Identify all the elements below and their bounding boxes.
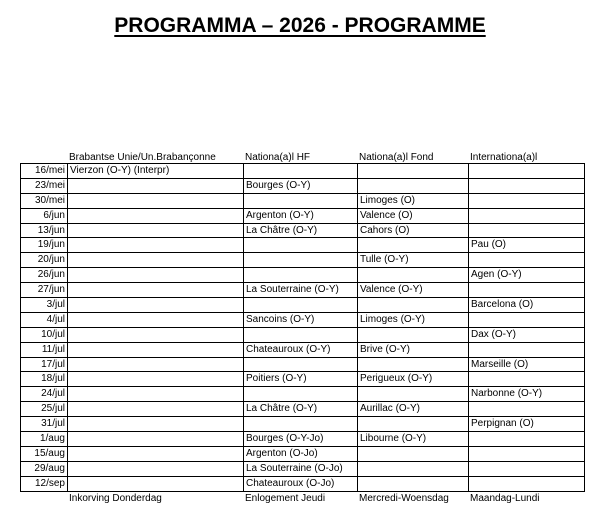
date-cell: 27/jun <box>21 283 68 298</box>
column-header-internationaal: Internationa(a)l <box>470 152 538 163</box>
nationaal-hf-cell <box>244 193 358 208</box>
brabantse-unie-cell <box>68 372 244 387</box>
date-cell: 4/jul <box>21 312 68 327</box>
nationaal-hf-cell <box>244 298 358 313</box>
table-row <box>21 327 585 342</box>
internationaal-cell <box>469 178 585 193</box>
nationaal-hf-cell: Bourges (O-Y) <box>244 178 358 193</box>
date-cell: 23/mei <box>21 178 68 193</box>
table-row <box>21 402 585 417</box>
nationaal-fond-cell <box>358 387 469 402</box>
internationaal-cell: Marseille (O) <box>469 357 585 372</box>
date-cell: 12/sep <box>21 476 68 491</box>
brabantse-unie-cell <box>68 342 244 357</box>
nationaal-fond-cell: Valence (O-Y) <box>358 283 469 298</box>
internationaal-cell <box>469 253 585 268</box>
footer-enlogement-day: Enlogement Jeudi <box>245 493 326 504</box>
nationaal-fond-cell: Limoges (O-Y) <box>358 312 469 327</box>
table-row <box>21 417 585 432</box>
date-cell: 30/mei <box>21 193 68 208</box>
footer-woensdag: Mercredi-Woensdag <box>359 493 449 504</box>
internationaal-cell <box>469 164 585 179</box>
nationaal-fond-cell <box>358 178 469 193</box>
nationaal-fond-cell: Valence (O) <box>358 208 469 223</box>
internationaal-cell <box>469 446 585 461</box>
date-cell: 10/jul <box>21 327 68 342</box>
brabantse-unie-cell <box>68 268 244 283</box>
nationaal-hf-cell <box>244 387 358 402</box>
brabantse-unie-cell <box>68 178 244 193</box>
nationaal-fond-cell: Aurillac (O-Y) <box>358 402 469 417</box>
internationaal-cell: Agen (O-Y) <box>469 268 585 283</box>
nationaal-fond-cell <box>358 327 469 342</box>
table-row <box>21 283 585 298</box>
date-cell: 18/jul <box>21 372 68 387</box>
table-row <box>21 164 585 179</box>
date-cell: 6/jun <box>21 208 68 223</box>
nationaal-hf-cell: La Souterraine (O-Jo) <box>244 461 358 476</box>
nationaal-fond-cell <box>358 268 469 283</box>
brabantse-unie-cell <box>68 223 244 238</box>
nationaal-fond-cell: Brive (O-Y) <box>358 342 469 357</box>
nationaal-hf-cell: Bourges (O-Y-Jo) <box>244 432 358 447</box>
brabantse-unie-cell <box>68 387 244 402</box>
internationaal-cell <box>469 312 585 327</box>
table-row <box>21 446 585 461</box>
internationaal-cell: Narbonne (O-Y) <box>469 387 585 402</box>
nationaal-hf-cell: La Châtre (O-Y) <box>244 223 358 238</box>
table-row <box>21 387 585 402</box>
table-row <box>21 208 585 223</box>
nationaal-fond-cell <box>358 476 469 491</box>
nationaal-hf-cell <box>244 268 358 283</box>
internationaal-cell <box>469 208 585 223</box>
nationaal-fond-cell: Perigueux (O-Y) <box>358 372 469 387</box>
nationaal-fond-cell: Tulle (O-Y) <box>358 253 469 268</box>
brabantse-unie-cell <box>68 357 244 372</box>
internationaal-cell <box>469 193 585 208</box>
date-cell: 24/jul <box>21 387 68 402</box>
internationaal-cell <box>469 372 585 387</box>
brabantse-unie-cell <box>68 298 244 313</box>
date-cell: 13/jun <box>21 223 68 238</box>
internationaal-cell: Barcelona (O) <box>469 298 585 313</box>
program-table <box>20 163 585 492</box>
date-cell: 19/jun <box>21 238 68 253</box>
nationaal-hf-cell <box>244 164 358 179</box>
date-cell: 31/jul <box>21 417 68 432</box>
nationaal-fond-cell <box>358 461 469 476</box>
table-row <box>21 253 585 268</box>
table-row <box>21 268 585 283</box>
date-cell: 1/aug <box>21 432 68 447</box>
internationaal-cell <box>469 461 585 476</box>
footer-basketing-day: Inkorving Donderdag <box>69 493 162 504</box>
brabantse-unie-cell <box>68 432 244 447</box>
internationaal-cell <box>469 476 585 491</box>
column-header-nationaal-hf: Nationa(a)l HF <box>245 152 311 163</box>
nationaal-hf-cell: La Souterraine (O-Y) <box>244 283 358 298</box>
brabantse-unie-cell: Vierzon (O-Y) (Interpr) <box>68 164 244 179</box>
nationaal-hf-cell: Poitiers (O-Y) <box>244 372 358 387</box>
nationaal-hf-cell <box>244 357 358 372</box>
nationaal-hf-cell: Chateauroux (O-Jo) <box>244 476 358 491</box>
brabantse-unie-cell <box>68 402 244 417</box>
nationaal-fond-cell: Cahors (O) <box>358 223 469 238</box>
brabantse-unie-cell <box>68 461 244 476</box>
table-row <box>21 298 585 313</box>
table-row <box>21 178 585 193</box>
internationaal-cell <box>469 432 585 447</box>
brabantse-unie-cell <box>68 193 244 208</box>
internationaal-cell <box>469 342 585 357</box>
nationaal-fond-cell <box>358 357 469 372</box>
column-header-nationaal-fond: Nationa(a)l Fond <box>359 152 434 163</box>
brabantse-unie-cell <box>68 283 244 298</box>
date-cell: 16/mei <box>21 164 68 179</box>
brabantse-unie-cell <box>68 417 244 432</box>
date-cell: 26/jun <box>21 268 68 283</box>
table-row <box>21 223 585 238</box>
nationaal-fond-cell <box>358 298 469 313</box>
brabantse-unie-cell <box>68 446 244 461</box>
nationaal-hf-cell: Sancoins (O-Y) <box>244 312 358 327</box>
brabantse-unie-cell <box>68 327 244 342</box>
column-header-brabantse-unie: Brabantse Unie/Un.Brabançonne <box>69 152 216 163</box>
nationaal-fond-cell: Limoges (O) <box>358 193 469 208</box>
internationaal-cell: Perpignan (O) <box>469 417 585 432</box>
nationaal-hf-cell: Chateauroux (O-Y) <box>244 342 358 357</box>
nationaal-hf-cell <box>244 327 358 342</box>
nationaal-fond-cell: Libourne (O-Y) <box>358 432 469 447</box>
nationaal-fond-cell <box>358 417 469 432</box>
table-row <box>21 193 585 208</box>
date-cell: 15/aug <box>21 446 68 461</box>
nationaal-hf-cell: Argenton (O-Y) <box>244 208 358 223</box>
table-row <box>21 312 585 327</box>
table-row <box>21 461 585 476</box>
page-title: PROGRAMMA – 2026 - PROGRAMME <box>114 14 486 37</box>
brabantse-unie-cell <box>68 208 244 223</box>
date-cell: 3/jul <box>21 298 68 313</box>
nationaal-hf-cell <box>244 417 358 432</box>
nationaal-hf-cell: Argenton (O-Jo) <box>244 446 358 461</box>
table-row <box>21 357 585 372</box>
footer-maandag: Maandag-Lundi <box>470 493 540 504</box>
date-cell: 17/jul <box>21 357 68 372</box>
internationaal-cell: Dax (O-Y) <box>469 327 585 342</box>
nationaal-hf-cell: La Châtre (O-Y) <box>244 402 358 417</box>
brabantse-unie-cell <box>68 238 244 253</box>
nationaal-hf-cell <box>244 238 358 253</box>
brabantse-unie-cell <box>68 312 244 327</box>
date-cell: 25/jul <box>21 402 68 417</box>
table-row <box>21 372 585 387</box>
internationaal-cell: Pau (O) <box>469 238 585 253</box>
brabantse-unie-cell <box>68 253 244 268</box>
table-row <box>21 432 585 447</box>
internationaal-cell <box>469 223 585 238</box>
internationaal-cell <box>469 402 585 417</box>
internationaal-cell <box>469 283 585 298</box>
date-cell: 11/jul <box>21 342 68 357</box>
date-cell: 29/aug <box>21 461 68 476</box>
table-row <box>21 342 585 357</box>
brabantse-unie-cell <box>68 476 244 491</box>
nationaal-fond-cell <box>358 164 469 179</box>
table-row <box>21 238 585 253</box>
nationaal-fond-cell <box>358 238 469 253</box>
nationaal-hf-cell <box>244 253 358 268</box>
date-cell: 20/jun <box>21 253 68 268</box>
table-row <box>21 476 585 491</box>
nationaal-fond-cell <box>358 446 469 461</box>
